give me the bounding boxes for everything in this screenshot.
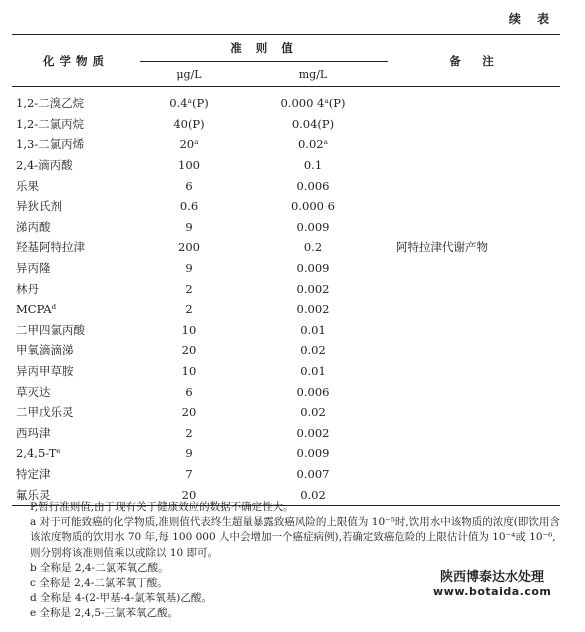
mg-value-cell: 0.02 [300, 487, 326, 502]
watermark [433, 566, 551, 598]
watermark-url: www.botaida.com [433, 585, 552, 598]
remarks-cell [388, 258, 560, 279]
continued-label: 续 表 [508, 12, 555, 26]
substance-cell: 异丙甲草胺 [16, 364, 74, 379]
substance-cell: 二甲戊乐灵 [16, 405, 74, 420]
header-remarks: 备 注 [388, 35, 560, 87]
mg-value-cell: 0.006 [296, 178, 330, 193]
substance-cell: 异丙隆 [16, 261, 51, 276]
mg-value-cell: 0.009 [296, 261, 330, 276]
table-row [12, 464, 560, 485]
ug-value-cell: 0.4ᵃ(P) [169, 96, 209, 111]
substance-cell: 异狄氏剂 [16, 199, 62, 214]
substance-cell: 氟乐灵 [16, 487, 51, 502]
guideline-table [12, 34, 560, 506]
mg-value-cell: 0.002 [296, 281, 330, 296]
ug-value-cell: 0.6 [179, 199, 199, 214]
table-row [12, 155, 560, 176]
mg-value-cell: 0.009 [296, 446, 330, 461]
table-row [12, 134, 560, 155]
remarks-cell [388, 381, 560, 402]
remarks-cell [388, 443, 560, 464]
remarks-cell [388, 217, 560, 238]
note-a: a 对于可能致癌的化学物质,准则值代表终生超量暴露致癌风险的上限值为 10⁻⁵时,饮用水中该物质的浓度(即饮用含该浓度物质的饮用水 70 年,每 100 000 人中会增加一个癌症病例),若确定致癌危险的上限估计值为 10⁻⁴或 10⁻⁶,则分别将该准则值乘以或除以 10 即可。 [30, 516, 560, 559]
ug-value-cell: 10 [181, 322, 197, 337]
mg-value-cell: 0.1 [303, 158, 323, 173]
table-row [12, 114, 560, 135]
substance-cell: MCPAᵈ [16, 302, 57, 317]
mg-value-cell: 0.002 [296, 425, 330, 440]
remarks-cell [388, 464, 560, 485]
table-row [12, 217, 560, 238]
ug-value-cell: 20 [181, 487, 197, 502]
header-guideline: 准 则 值 [140, 35, 388, 62]
note-b: b 全称是 2,4-二氯苯氧乙酸。 [30, 561, 169, 574]
mg-value-cell: 0.02ᵃ [297, 137, 329, 152]
ug-value-cell: 2 [185, 302, 193, 317]
table-row [12, 340, 560, 361]
ug-value-cell: 20 [181, 405, 197, 420]
mg-value-cell: 0.009 [296, 219, 330, 234]
ug-value-cell: 6 [185, 384, 193, 399]
mg-value-cell: 0.2 [303, 240, 323, 255]
ug-value-cell: 7 [185, 466, 193, 481]
ug-value-cell: 10 [181, 364, 197, 379]
remarks-cell [388, 320, 560, 341]
table-row [12, 278, 560, 299]
table-body [12, 87, 560, 506]
header-substance: 化学物质 [12, 35, 140, 87]
table-notes [30, 500, 560, 622]
ug-value-cell: 20ᵃ [179, 137, 199, 152]
table-row [12, 443, 560, 464]
table-row [12, 258, 560, 279]
substance-cell: 涕丙酸 [16, 219, 51, 234]
substance-cell: 草灭达 [16, 384, 51, 399]
remarks-cell [388, 175, 560, 196]
table-row [12, 423, 560, 444]
note-e: e 全称是 2,4,5-三氯苯氧乙酸。 [30, 607, 179, 620]
substance-cell: 2,4,5-Tᵉ [16, 446, 61, 461]
ug-value-cell: 200 [178, 240, 200, 255]
mg-value-cell: 0.01 [300, 364, 326, 379]
substance-cell: 甲氧滴滴涕 [16, 343, 74, 358]
mg-value-cell: 0.02 [300, 343, 326, 358]
table-row [12, 196, 560, 217]
header-unit-ug: μg/L [140, 62, 238, 87]
substance-cell: 西玛津 [16, 425, 51, 440]
remarks-cell [388, 134, 560, 155]
table-row [12, 299, 560, 320]
remarks-cell [388, 361, 560, 382]
substance-cell: 羟基阿特拉津 [16, 240, 85, 255]
remarks-cell [388, 299, 560, 320]
note-c: c 全称是 2,4-二氯苯氧丁酸。 [30, 577, 168, 590]
substance-cell: 特定津 [16, 466, 51, 481]
remarks-cell: 阿特拉津代谢产物 [396, 240, 488, 255]
note-d: d 全称是 4-(2-甲基-4-氯苯氧基)乙酸。 [30, 592, 212, 605]
table-row [12, 320, 560, 341]
ug-value-cell: 6 [185, 178, 193, 193]
ug-value-cell: 2 [185, 425, 193, 440]
remarks-cell [388, 278, 560, 299]
table-row [12, 361, 560, 382]
ug-value-cell: 9 [185, 446, 193, 461]
ug-value-cell: 40(P) [173, 116, 205, 131]
substance-cell: 林丹 [16, 281, 39, 296]
mg-value-cell: 0.02 [300, 405, 326, 420]
header-unit-mg: mg/L [238, 62, 388, 87]
ug-value-cell: 100 [178, 158, 200, 173]
table-row [12, 175, 560, 196]
ug-value-cell: 20 [181, 343, 197, 358]
substance-cell: 1,2-二溴乙烷 [16, 96, 85, 111]
mg-value-cell: 0.04(P) [291, 116, 335, 131]
table-row [12, 93, 560, 114]
mg-value-cell: 0.002 [296, 302, 330, 317]
ug-value-cell: 2 [185, 281, 193, 296]
remarks-cell [388, 114, 560, 135]
remarks-cell [388, 196, 560, 217]
note-p: P,暂行准则值,由于现有关于健康效应的数据不确定性大。 [30, 501, 294, 513]
substance-cell: 1,3-二氯丙烯 [16, 137, 85, 152]
table-row [12, 237, 560, 258]
substance-cell: 1,2-二氯丙烷 [16, 116, 85, 131]
remarks-cell [388, 340, 560, 361]
ug-value-cell: 9 [185, 261, 193, 276]
ug-value-cell: 9 [185, 219, 193, 234]
remarks-cell [388, 93, 560, 114]
remarks-cell [388, 155, 560, 176]
substance-cell: 二甲四氯丙酸 [16, 322, 85, 337]
substance-cell: 2,4-滴丙酸 [16, 158, 73, 173]
mg-value-cell: 0.000 4ᵃ(P) [280, 96, 346, 111]
mg-value-cell: 0.006 [296, 384, 330, 399]
mg-value-cell: 0.000 6 [291, 199, 335, 214]
substance-cell: 乐果 [16, 178, 39, 193]
mg-value-cell: 0.01 [300, 322, 326, 337]
remarks-cell [388, 402, 560, 423]
watermark-company: 陕西博泰达水处理 [439, 570, 544, 585]
table-row [12, 381, 560, 402]
mg-value-cell: 0.007 [296, 466, 330, 481]
remarks-cell [388, 423, 560, 444]
table-row [12, 402, 560, 423]
